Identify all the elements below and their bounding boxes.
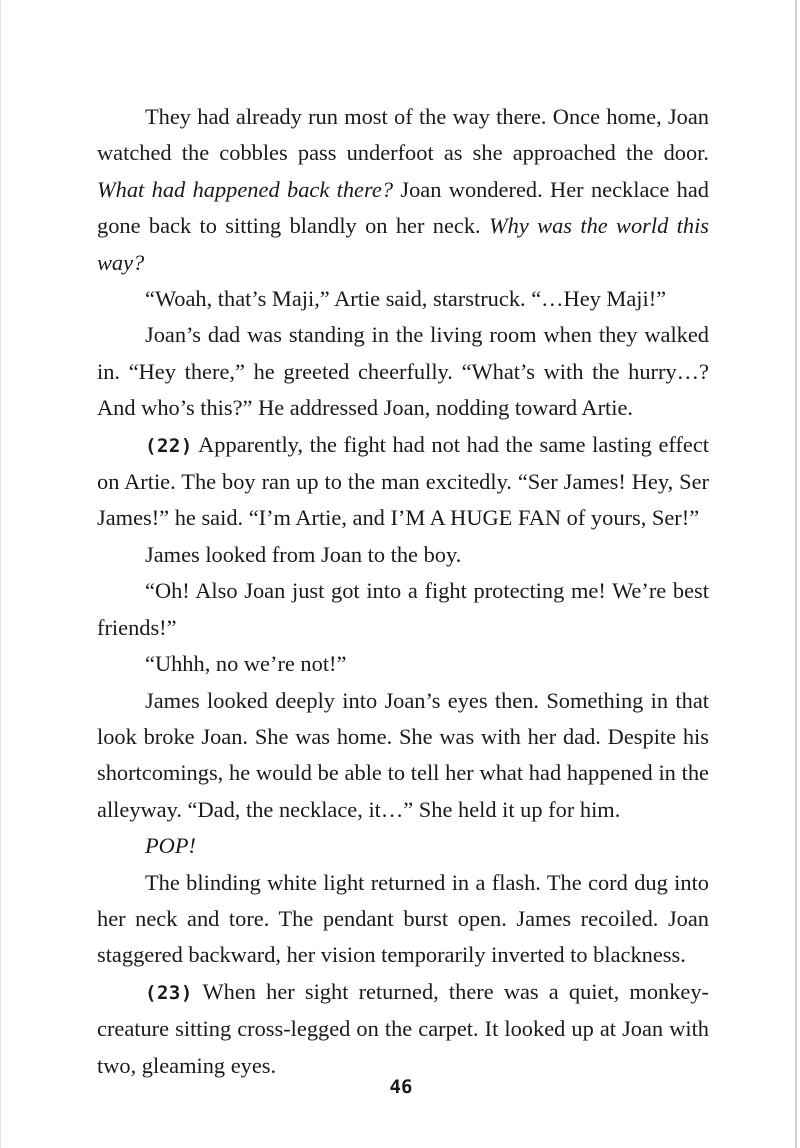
text-run: Apparently, the fight had not had the same lasting effect on Artie. The boy ran up to the man excitedly. “Ser James! Hey, Ser James!” he said. “I’m Artie, and I’M A HUGE FAN of yours, Ser!” xyxy=(97,431,709,531)
paragraph xyxy=(97,427,709,537)
text-run: “Uhhh, no we’re not!” xyxy=(145,651,347,677)
text-run: James looked deeply into Joan’s eyes then. Something in that look broke Joan. She was home. She was with her dad. Despite his shortcomings, he would be able to tell her what had happened in the alleyway. “Dad, the necklace, it…” She held it up for him. xyxy=(97,687,709,822)
italic-text: POP! xyxy=(145,833,196,859)
text-run: Joan’s dad was standing in the living room when they walked in. “Hey there,” he greeted cheerfully. “What’s with the hurry…? And who’s this?” He addressed Joan, nodding toward Artie. xyxy=(97,322,709,421)
paragraph xyxy=(97,865,709,974)
paragraph-marker: (23) xyxy=(145,981,193,1004)
body-text xyxy=(97,99,709,1084)
italic-text: Why was the world this way? xyxy=(97,213,710,275)
paragraph xyxy=(97,573,709,646)
paragraph xyxy=(97,317,709,426)
paragraph xyxy=(97,646,709,682)
text-run: They had already run most of the way there. Once home, Joan watched the cobbles pass underfoot as she approached the door. xyxy=(97,104,709,166)
paragraph xyxy=(97,99,709,281)
paragraph xyxy=(97,683,709,829)
text-run: James looked from Joan to the boy. xyxy=(145,541,462,567)
paragraph xyxy=(97,537,709,573)
text-run: “Oh! Also Joan just got into a fight protecting me! We’re best friends!” xyxy=(97,578,709,640)
paragraph-marker: (22) xyxy=(145,434,193,457)
text-run: When her sight returned, there was a quiet, monkey-creature sitting cross-legged on the carpet. It looked up at Joan with two, gleaming eyes. xyxy=(97,978,709,1078)
paragraph xyxy=(97,281,709,317)
italic-text: What had happened back there? xyxy=(97,176,394,202)
text-run: “Woah, that’s Maji,” Artie said, starstruck. “…Hey Maji!” xyxy=(145,286,667,312)
paragraph xyxy=(97,828,709,864)
text-run: Joan wondered. Her necklace had gone back to sitting blandly on her neck. xyxy=(97,176,709,239)
paragraph xyxy=(97,974,709,1084)
text-run: The blinding white light returned in a flash. The cord dug into her neck and tore. The pendant burst open. James recoiled. Joan staggered backward, her vision temporarily inverted to blackness. xyxy=(97,869,709,968)
page-number: 46 xyxy=(389,1076,413,1098)
